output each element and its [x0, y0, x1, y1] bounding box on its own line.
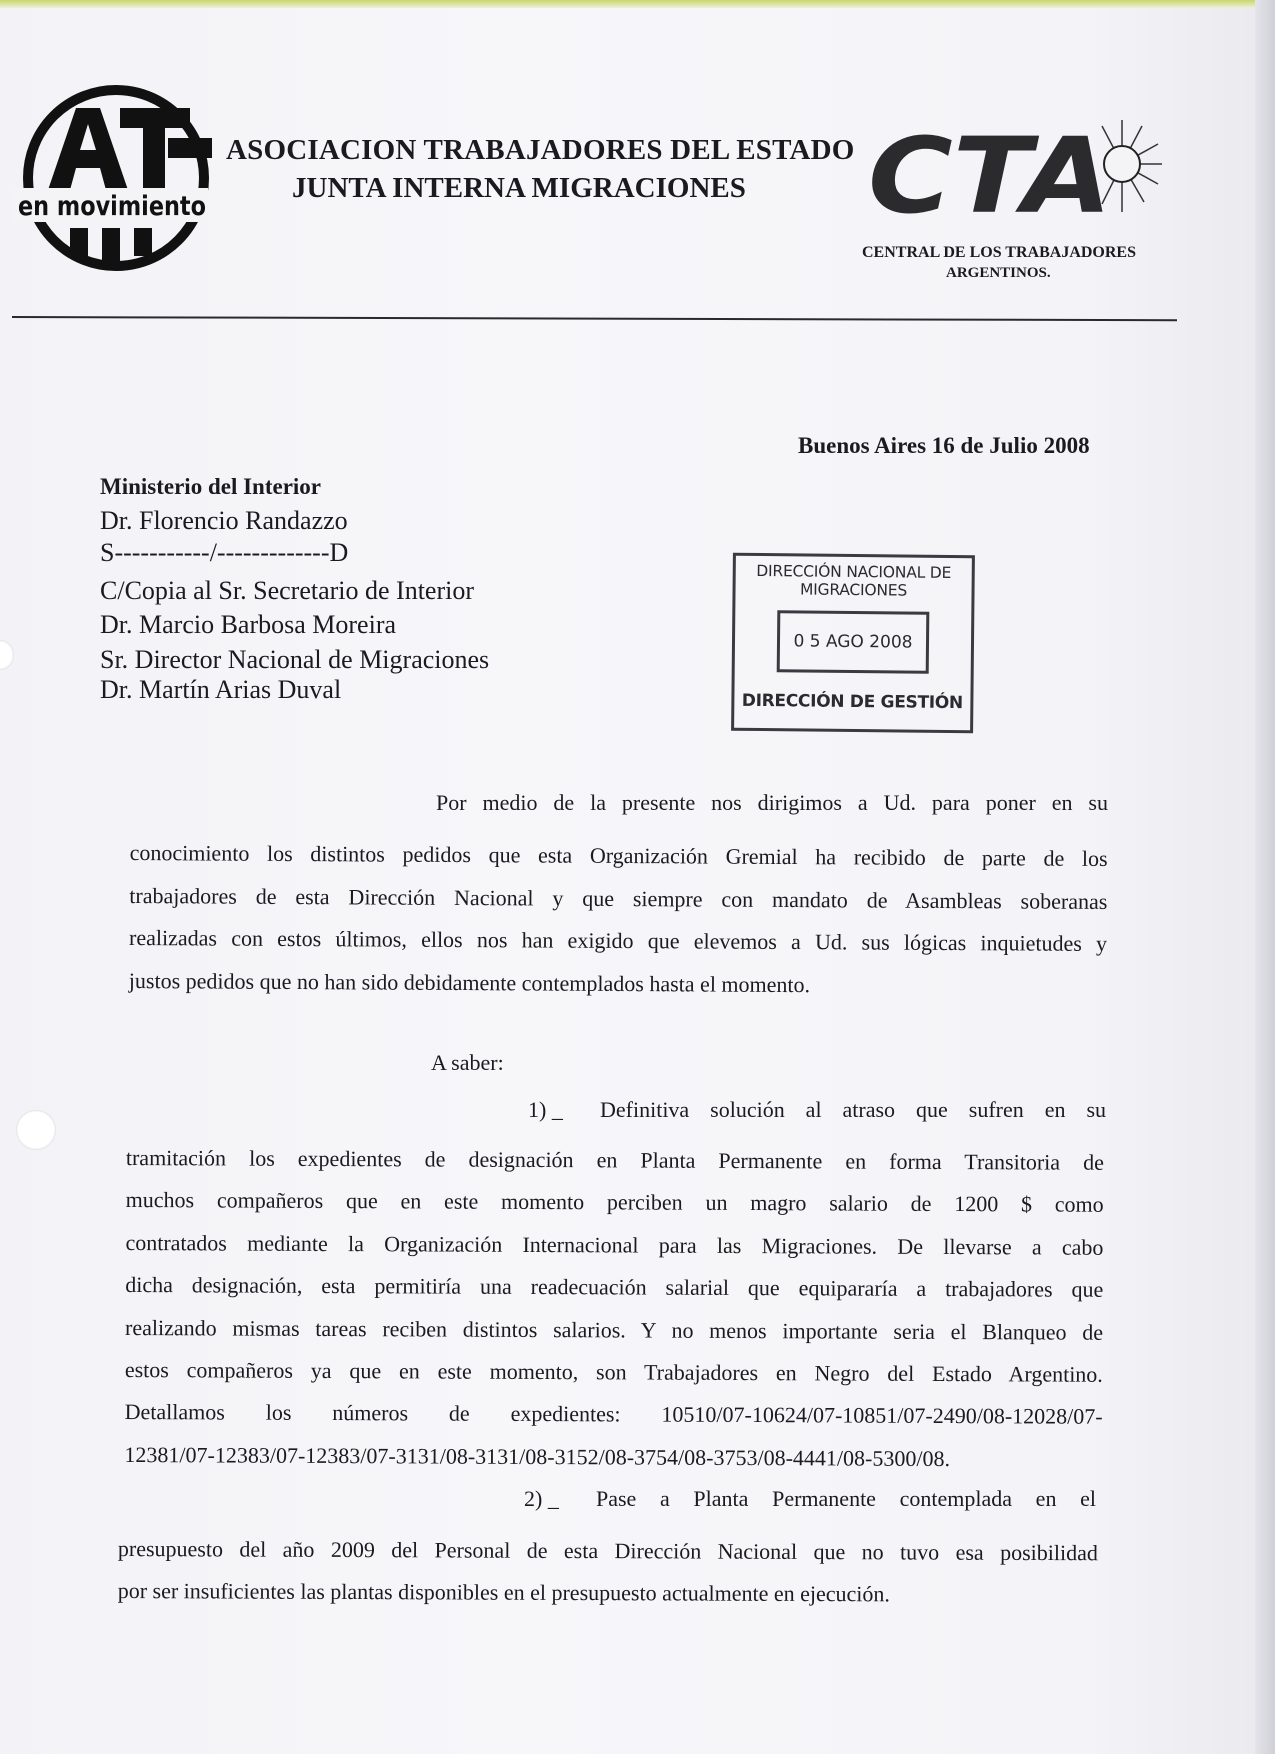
ate-logo-tagline: en movimiento — [18, 191, 206, 222]
received-stamp — [731, 553, 975, 734]
paragraph-line: presupuesto del año 2009 del Personal de esta Dirección Nacional que no tuvo esa posibilidad — [117, 1535, 1098, 1566]
cta-logo-letters: CTA — [868, 115, 1112, 237]
addressee-ministry: Ministerio del Interior — [100, 474, 322, 499]
stamp-agency-sub: MIGRACIONES — [799, 580, 908, 600]
letter-date: Buenos Aires 16 de Julio 2008 — [798, 433, 1090, 458]
cta-caption: CENTRAL DE LOS TRABAJADORES — [862, 244, 1136, 261]
list-heading: A saber: — [431, 1050, 504, 1075]
item-2-paragraph — [118, 1528, 1098, 1617]
paragraph-line: Detallamos los números de expedientes: 10510/07-10624/07-10851/07-2490/08-12028/07- — [124, 1399, 1103, 1430]
item-number: 2) _ — [524, 1486, 559, 1511]
scan-right-edge — [1255, 0, 1275, 1754]
paragraph-line: por ser insuficientes las plantas disponibles en el presupuesto actualmente en ejecución. — [117, 1578, 890, 1607]
scan-top-edge — [0, 0, 1275, 8]
paragraph-line: estos compañeros ya que en este momento, son Trabajadores en Negro del Estado Argentino. — [124, 1357, 1103, 1387]
organization-name: ASOCIACION TRABAJADORES DEL ESTADO — [226, 134, 855, 166]
addressee-line: Dr. Marcio Barbosa Moreira — [100, 610, 397, 639]
intro-paragraph — [129, 790, 1108, 1008]
paragraph-line: 12381/07-12383/07-12383/07-3131/08-3131/08-3152/08-3754/08-3753/08-4441/08-5300/08. — [124, 1441, 951, 1471]
item-number: 1) _ — [528, 1097, 563, 1122]
paragraph-line: tramitación los expedientes de designación en Planta Permanente en forma Transitoria de — [125, 1144, 1104, 1175]
stamp-office: DIRECCIÓN DE GESTIÓN — [741, 690, 964, 714]
stamp-date: 0 5 AGO 2008 — [777, 610, 930, 674]
cta-caption-country: ARGENTINOS. — [946, 265, 1051, 281]
addressee-line: Sr. Director Nacional de Migraciones — [100, 645, 490, 674]
paragraph-line: muchos compañeros que en este momento perciben un magro salario de 1200 $ como — [125, 1187, 1104, 1218]
ate-logo — [8, 80, 214, 272]
item-1-paragraph — [124, 1137, 1104, 1481]
paragraph-line: dicha designación, esta permitiría una readecuación salarial que equipararía a trabajadores que — [125, 1272, 1104, 1302]
intro-first-line: Por medio de la presente nos dirigimos a Ud. para poner en su — [436, 790, 1108, 815]
item-first-line: Pase a Planta Permanente contemplada en el — [596, 1486, 1096, 1511]
punch-hole — [16, 1110, 56, 1150]
organization-unit: JUNTA INTERNA MIGRACIONES — [292, 172, 746, 204]
stamp-agency: DIRECCIÓN NACIONAL DE — [756, 561, 952, 583]
addressee-line: S-----------/-------------D — [100, 538, 349, 567]
punch-hole — [0, 640, 14, 670]
paragraph-line: contratados mediante la Organización Internacional para las Migraciones. De llevarse a cabo — [125, 1229, 1104, 1260]
cta-logo — [866, 112, 1162, 237]
addressee-line: Dr. Florencio Randazzo — [100, 506, 348, 535]
addressee-line: C/Copia al Sr. Secretario de Interior — [100, 576, 475, 605]
paragraph-line: realizadas con estos últimos, ellos nos han exigido que elevemos a Ud. sus lógicas inquietudes y — [129, 925, 1108, 957]
paragraph-line: trabajadores de esta Dirección Nacional y que siempre con mandato de Asambleas soberanas — [129, 882, 1108, 914]
letterhead-divider — [12, 316, 1177, 321]
paragraph-line: realizando mismas tareas reciben distintos salarios. Y no menos importante seria el Blanqueo de — [125, 1314, 1104, 1345]
paragraph-line: justos pedidos que no han sido debidamente contemplados hasta el momento. — [128, 967, 811, 997]
paragraph-line: conocimiento los distintos pedidos que esta Organización Gremial ha recibido de parte de los — [129, 840, 1108, 872]
addressee-line: Dr. Martín Arias Duval — [100, 675, 342, 704]
item-first-line: Definitiva solución al atraso que sufren en su — [600, 1097, 1106, 1122]
